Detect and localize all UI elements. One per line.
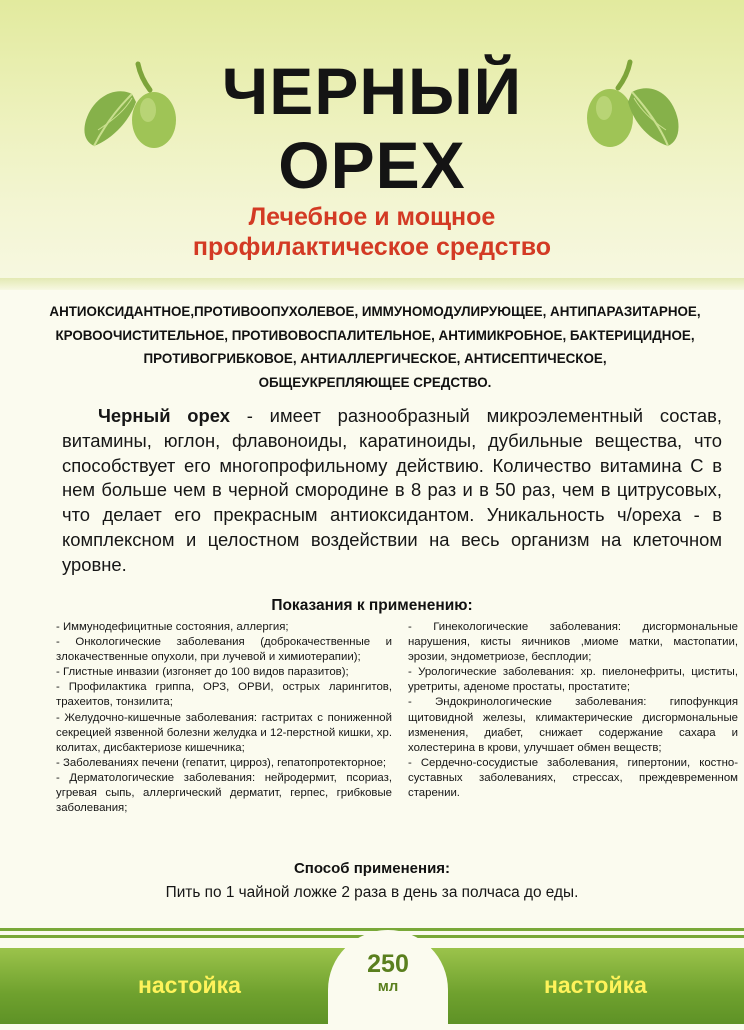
indication-item: - Иммунодефицитные состояния, аллергия;: [56, 621, 289, 633]
indication-item: - Заболеваниях печени (гепатит, цирроз), гепатопротекторное;: [56, 756, 387, 769]
volume-unit: мл: [377, 978, 399, 995]
subtitle-line-2: профилактическое средство: [192, 233, 552, 261]
indication-item: - Глистные инвазии (изгоняет до 100 видов паразитов);: [56, 666, 349, 679]
header-divider: [0, 278, 744, 290]
footer-label-right: настойка: [544, 972, 647, 998]
description-text: - имеет разнообразный микроэлементный состав, витамины, юглон, флавоноиды, каратиноиды, дубильные вещества, что способствует его многопрофильному действию. Количество витамина С в нем больше чем в черной смородине в 8 раз и в 50 раз, чем в цитрусовых, что делает его прекрасным антиоксидантом. Уникальность ч/ореха - в комплексном и целостном воздействии на весь организм на клеточном уровне.: [62, 405, 722, 575]
indication-item: - Сердечно-сосудистые заболевания, гипертонии, костно-суставных заболеваниях, стрессах, преждевременном старении.: [408, 756, 738, 800]
indications-right-column: [408, 620, 738, 801]
indications-heading: Показания к применению:: [271, 597, 473, 614]
indications-left-column: [56, 620, 392, 816]
description-paragraph: [62, 404, 722, 578]
usage-heading: Способ применения:: [293, 860, 451, 877]
volume-value: 250: [367, 950, 409, 978]
description-lead: Черный орех: [98, 405, 230, 426]
title-line-2: ОРЕХ: [278, 128, 466, 202]
title-line-1: ЧЕРНЫЙ: [221, 54, 523, 128]
footer-divider-line: [0, 928, 744, 931]
subtitle-line-1: Лечебное и мощное: [248, 203, 496, 231]
indication-item: - Желудочно-кишечные заболевания: гастритах с пониженной секрецией язвенной болезни желудка и 12-перстной кишки, хр. колитах, дисбактериозе кишечника;: [56, 711, 392, 754]
property-line: ОБЩЕУКРЕПЛЯЮЩЕЕ СРЕДСТВО.: [258, 374, 492, 390]
indication-item: - Профилактика гриппа, ОРЗ, ОРВИ, острых ларингитов, трахеитов, тонзилита;: [56, 681, 392, 709]
indication-item: - Эндокринологические заболевания: гипофункция щитовидной железы, климактерические дисгормональные изменения, диабет, снижает содержание сахара и холестерина в крови, улучшает обмен веществ;: [408, 696, 738, 754]
property-line: ПРОТИВОГРИБКОВОЕ, АНТИАЛЛЕРГИЧЕСКОЕ, АНТИСЕПТИЧЕСКОЕ,: [143, 351, 607, 366]
property-line: КРОВООЧИСТИТЕЛЬНОЕ, ПРОТИВОВОСПАЛИТЕЛЬНОЕ, АНТИМИКРОБНОЕ, БАКТЕРИЦИДНОЕ,: [55, 327, 695, 343]
properties-list: [30, 300, 720, 394]
indication-item: - Дерматологические заболевания: нейродермит, псориаз, угревая сыпь, аллергический дерматит, герпес, грибковые заболевания;: [56, 771, 392, 815]
footer-label-left: настойка: [138, 972, 241, 998]
indication-item: - Гинекологические заболевания: дисгормональные нарушения, кисты яичников ,миоме матки, мастопатии, эрозии, эндометриозе, бесплодии;: [408, 621, 738, 664]
property-line: АНТИОКСИДАНТНОЕ,ПРОТИВООПУХОЛЕВОЕ, ИММУНОМОДУЛИРУЮЩЕЕ, АНТИПАРАЗИТАРНОЕ,: [49, 304, 701, 319]
usage-text: Пить по 1 чайной ложке 2 раза в день за полчаса до еды.: [165, 884, 579, 901]
indication-item: - Онкологические заболевания (доброкачественные и злокачественные опухоли, при лучевой и химиотерапии);: [56, 636, 392, 664]
indication-item: - Урологические заболевания: хр. пиелонефриты, циститы, уретриты, аденоме простаты, простатите;: [408, 666, 738, 694]
